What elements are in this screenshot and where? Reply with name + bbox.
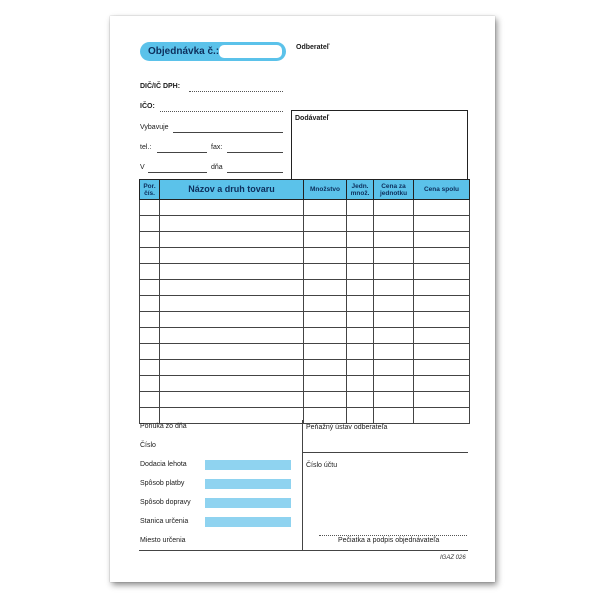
table-cell[interactable] xyxy=(140,360,160,376)
table-cell[interactable] xyxy=(140,248,160,264)
issued-by-field[interactable] xyxy=(173,132,283,133)
table-cell[interactable] xyxy=(160,408,304,424)
col-header-number-line2: čís. xyxy=(144,189,155,197)
vat-field[interactable] xyxy=(189,91,283,92)
table-cell[interactable] xyxy=(347,296,374,312)
col-header-unit-line1: Jedn. xyxy=(351,182,369,190)
col-header-unit xyxy=(347,180,374,200)
table-cell[interactable] xyxy=(374,360,414,376)
col-header-item-name xyxy=(160,180,304,200)
table-cell[interactable] xyxy=(374,232,414,248)
table-cell[interactable] xyxy=(374,408,414,424)
table-cell[interactable] xyxy=(304,344,347,360)
table-row xyxy=(140,392,470,408)
table-cell[interactable] xyxy=(347,344,374,360)
table-cell[interactable] xyxy=(160,200,304,216)
table-row xyxy=(140,264,470,280)
items-table-body xyxy=(140,200,470,424)
phone-label: tel.: xyxy=(140,144,152,151)
table-cell[interactable] xyxy=(347,328,374,344)
order-form-sheet xyxy=(110,16,495,582)
table-cell[interactable] xyxy=(414,264,470,280)
table-cell[interactable] xyxy=(347,232,374,248)
col-header-number xyxy=(140,180,160,200)
table-cell[interactable] xyxy=(414,344,470,360)
table-cell[interactable] xyxy=(160,376,304,392)
destination-station-label: Stanica určenia xyxy=(140,518,189,525)
table-cell[interactable] xyxy=(160,344,304,360)
table-cell[interactable] xyxy=(347,264,374,280)
account-label: Číslo účtu xyxy=(306,462,338,469)
table-cell[interactable] xyxy=(304,280,347,296)
table-row xyxy=(140,408,470,424)
supplier-label: Dodávateľ xyxy=(295,115,330,122)
delivery-term-label: Dodacia lehota xyxy=(140,461,187,468)
table-cell[interactable] xyxy=(374,216,414,232)
table-cell[interactable] xyxy=(140,408,160,424)
stamp-signature-label: Pečiatka a podpis objednávateľa xyxy=(338,537,440,544)
phone-field[interactable] xyxy=(157,152,207,153)
table-cell[interactable] xyxy=(304,312,347,328)
col-header-unit-price-line2: jednotku xyxy=(379,189,408,197)
fax-field[interactable] xyxy=(227,152,283,153)
table-cell[interactable] xyxy=(374,312,414,328)
form-code: IGAZ 026 xyxy=(440,555,466,561)
table-cell[interactable] xyxy=(160,264,304,280)
table-cell[interactable] xyxy=(160,232,304,248)
issued-by-label: Vybavuje xyxy=(140,124,169,131)
table-cell[interactable] xyxy=(160,296,304,312)
col-header-unit-line2: množ. xyxy=(350,189,370,197)
table-cell[interactable] xyxy=(140,344,160,360)
date-field[interactable] xyxy=(227,172,283,173)
items-table xyxy=(139,179,470,424)
table-cell[interactable] xyxy=(374,376,414,392)
table-row xyxy=(140,360,470,376)
table-cell[interactable] xyxy=(347,392,374,408)
table-cell[interactable] xyxy=(140,328,160,344)
table-cell[interactable] xyxy=(414,280,470,296)
table-cell[interactable] xyxy=(160,216,304,232)
col-header-total-price-text: Cena spolu xyxy=(423,186,460,193)
table-cell[interactable] xyxy=(304,232,347,248)
table-cell[interactable] xyxy=(374,296,414,312)
ico-field[interactable] xyxy=(160,111,283,112)
table-row xyxy=(140,328,470,344)
table-row xyxy=(140,376,470,392)
stamp-signature-line[interactable] xyxy=(319,535,467,536)
table-cell[interactable] xyxy=(140,232,160,248)
table-cell[interactable] xyxy=(160,280,304,296)
table-cell[interactable] xyxy=(140,312,160,328)
table-row xyxy=(140,248,470,264)
table-cell[interactable] xyxy=(304,392,347,408)
table-cell[interactable] xyxy=(160,360,304,376)
payment-method-field[interactable] xyxy=(205,479,291,489)
table-cell[interactable] xyxy=(140,296,160,312)
table-cell[interactable] xyxy=(374,392,414,408)
table-cell[interactable] xyxy=(347,280,374,296)
col-header-total-price xyxy=(414,180,470,200)
destination-station-field[interactable] xyxy=(205,517,291,527)
table-cell[interactable] xyxy=(304,376,347,392)
table-cell[interactable] xyxy=(347,360,374,376)
table-row xyxy=(140,344,470,360)
delivery-term-field[interactable] xyxy=(205,460,291,470)
table-cell[interactable] xyxy=(304,408,347,424)
table-cell[interactable] xyxy=(414,392,470,408)
footer-divider-vertical xyxy=(302,420,303,550)
table-cell[interactable] xyxy=(347,248,374,264)
table-cell[interactable] xyxy=(374,344,414,360)
order-title: Objednávka č.: xyxy=(148,46,220,57)
date-label: dňa xyxy=(211,164,223,171)
table-row xyxy=(140,312,470,328)
table-cell[interactable] xyxy=(374,200,414,216)
transport-method-label: Spôsob dopravy xyxy=(140,499,191,506)
table-row xyxy=(140,296,470,312)
vat-label: DIČ/IČ DPH: xyxy=(140,83,181,90)
footer-bottom-line xyxy=(139,550,468,551)
table-cell[interactable] xyxy=(347,312,374,328)
table-cell[interactable] xyxy=(414,200,470,216)
bank-label: Peňažný ústav odberateľa xyxy=(306,424,388,431)
table-cell[interactable] xyxy=(140,264,160,280)
table-row xyxy=(140,216,470,232)
table-cell[interactable] xyxy=(304,264,347,280)
table-cell[interactable] xyxy=(414,296,470,312)
table-cell[interactable] xyxy=(347,216,374,232)
col-header-quantity xyxy=(304,180,347,200)
order-number-badge xyxy=(140,42,286,61)
payment-method-label: Spôsob platby xyxy=(140,480,185,487)
table-cell[interactable] xyxy=(414,328,470,344)
table-cell[interactable] xyxy=(347,200,374,216)
table-cell[interactable] xyxy=(160,312,304,328)
table-row xyxy=(140,280,470,296)
transport-method-field[interactable] xyxy=(205,498,291,508)
table-cell[interactable] xyxy=(140,200,160,216)
table-header-row xyxy=(140,180,470,200)
footer-divider-bank xyxy=(302,452,468,453)
table-cell[interactable] xyxy=(304,328,347,344)
table-cell[interactable] xyxy=(414,248,470,264)
col-header-unit-price xyxy=(374,180,414,200)
offer-date-label: Ponuka zo dňa xyxy=(140,423,187,430)
table-cell[interactable] xyxy=(160,392,304,408)
table-cell[interactable] xyxy=(347,408,374,424)
order-number-field[interactable] xyxy=(219,45,282,58)
table-row xyxy=(140,232,470,248)
table-cell[interactable] xyxy=(304,360,347,376)
table-cell[interactable] xyxy=(304,216,347,232)
col-header-quantity-text: Množstvo xyxy=(310,186,340,193)
table-cell[interactable] xyxy=(374,280,414,296)
customer-label: Odberateľ xyxy=(296,44,330,51)
col-header-unit-price-line1: Cena za xyxy=(381,182,406,190)
table-cell[interactable] xyxy=(160,328,304,344)
table-cell[interactable] xyxy=(304,248,347,264)
table-cell[interactable] xyxy=(414,312,470,328)
table-cell[interactable] xyxy=(374,264,414,280)
table-row xyxy=(140,200,470,216)
table-cell[interactable] xyxy=(414,360,470,376)
table-cell[interactable] xyxy=(374,328,414,344)
ico-label: IČO: xyxy=(140,103,155,110)
table-cell[interactable] xyxy=(140,392,160,408)
place-field[interactable] xyxy=(148,172,207,173)
table-cell[interactable] xyxy=(414,376,470,392)
number-label: Číslo xyxy=(140,442,156,449)
table-cell[interactable] xyxy=(347,376,374,392)
table-cell[interactable] xyxy=(304,200,347,216)
table-cell[interactable] xyxy=(414,232,470,248)
table-cell[interactable] xyxy=(140,280,160,296)
destination-place-label: Miesto určenia xyxy=(140,537,186,544)
table-cell[interactable] xyxy=(414,216,470,232)
table-cell[interactable] xyxy=(414,408,470,424)
table-cell[interactable] xyxy=(304,296,347,312)
table-cell[interactable] xyxy=(160,248,304,264)
fax-label: fax: xyxy=(211,144,223,151)
table-cell[interactable] xyxy=(374,248,414,264)
place-label: V xyxy=(140,164,145,171)
col-header-item-name-text: Názov a druh tovaru xyxy=(188,184,275,194)
col-header-number-line1: Por. xyxy=(143,182,156,190)
table-cell[interactable] xyxy=(140,376,160,392)
table-cell[interactable] xyxy=(140,216,160,232)
